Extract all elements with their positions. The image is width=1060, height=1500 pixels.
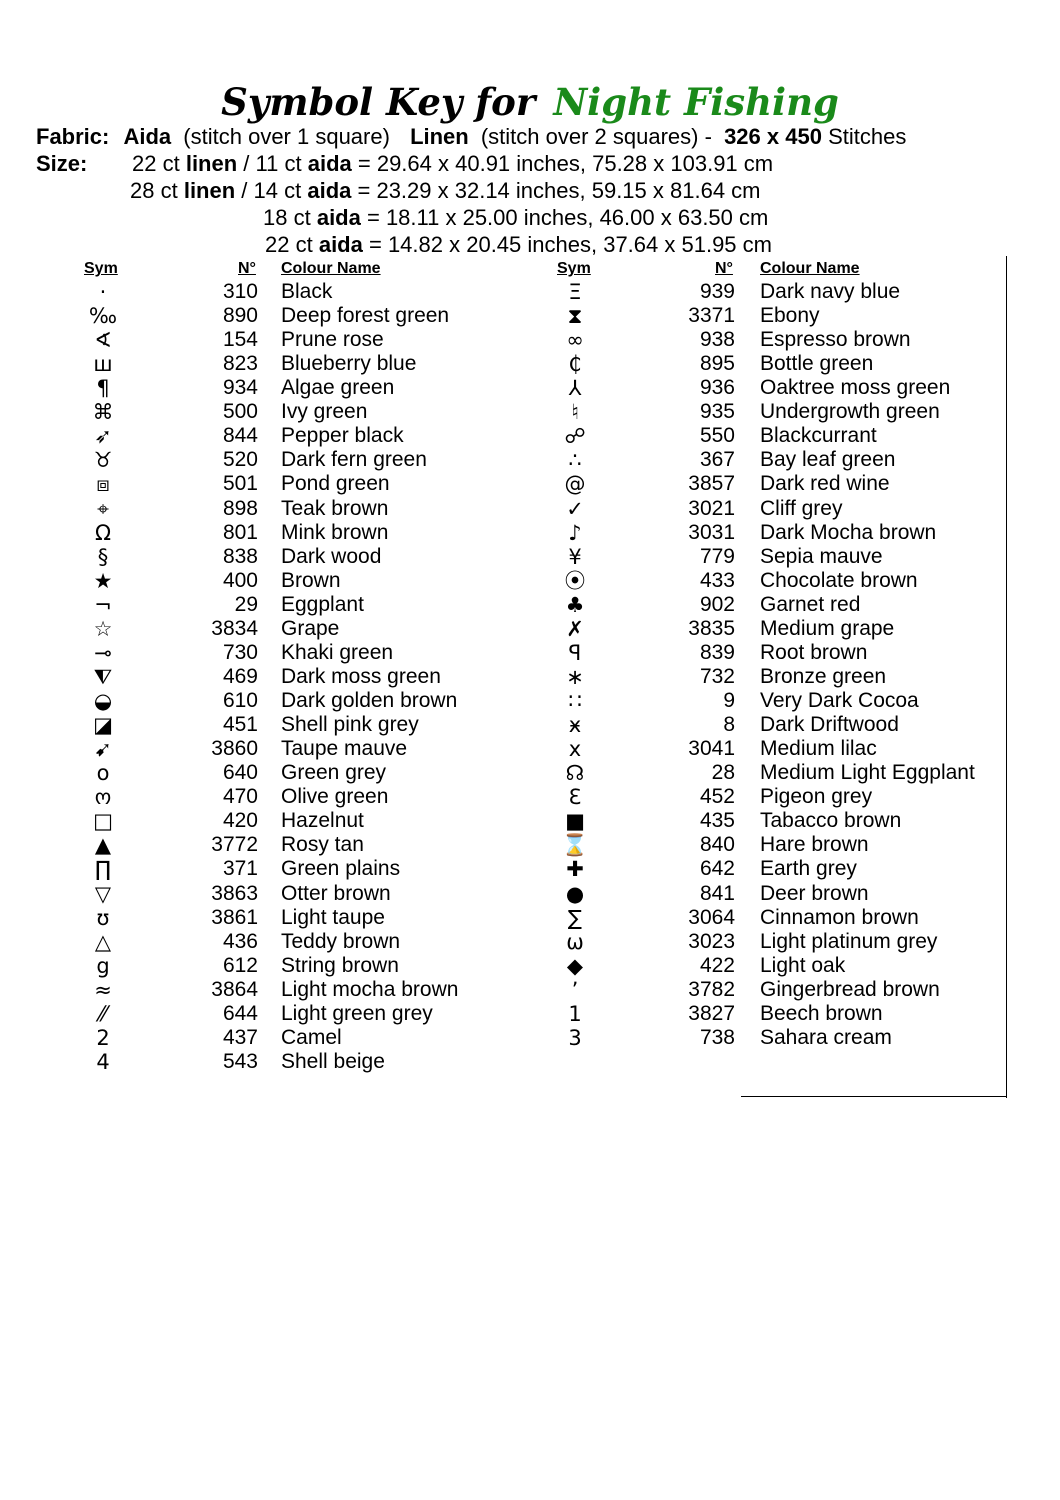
size-fabric-aida: aida: [316, 205, 361, 230]
stitch-symbol-icon: ꟼ: [568, 640, 582, 665]
stitch-symbol-icon: ⌛: [561, 833, 589, 858]
size-count: 18 ct: [263, 205, 311, 230]
thread-number: 437: [222, 1025, 258, 1049]
colour-name: Light mocha brown: [281, 977, 459, 1001]
thread-number: 543: [222, 1049, 258, 1073]
thread-number: 3835: [688, 616, 735, 640]
fabric-stitches: 326 x 450: [724, 124, 822, 149]
thread-number: 3021: [688, 496, 735, 520]
colour-name: Ivy green: [281, 400, 368, 424]
stitch-symbol-icon: ‰: [88, 304, 118, 329]
colour-name: Light green grey: [281, 1001, 433, 1025]
fabric-linen: Linen: [410, 124, 469, 149]
thread-number: 420: [222, 809, 258, 833]
stitch-symbol-icon: Ξ: [568, 280, 582, 304]
thread-number: 3772: [211, 833, 258, 857]
stitch-symbol-icon: △: [94, 929, 112, 954]
fabric-aida-note: (stitch over 1 square): [183, 124, 390, 149]
stitch-symbol-icon: ℇ: [568, 785, 582, 810]
colour-name: Cinnamon brown: [760, 905, 919, 929]
colour-name: Dark moss green: [281, 664, 441, 688]
stitch-symbol-icon: ӿ: [568, 713, 582, 738]
stitch-symbol-icon: ☊: [565, 761, 585, 786]
stitch-symbol-icon: ⧈: [96, 472, 110, 497]
thread-number: 895: [699, 352, 735, 376]
colour-name: Black: [281, 280, 333, 303]
stitch-symbol-icon: ¬: [94, 592, 112, 617]
thread-number: 469: [222, 664, 258, 688]
stitch-symbol-icon: ⦿: [564, 568, 586, 593]
thread-number: 898: [222, 496, 258, 520]
colour-name: Bottle green: [760, 352, 874, 376]
stitch-symbol-icon: ¥: [568, 544, 582, 569]
colour-name: Medium Light Eggplant: [760, 761, 975, 785]
stitch-symbol-icon: 3: [568, 1025, 582, 1050]
stitch-symbol-icon: ☆: [93, 616, 113, 641]
stitch-symbol-icon: ∏: [95, 857, 111, 882]
stitch-symbol-icon: ⊸: [94, 640, 112, 665]
thread-number: 436: [222, 929, 258, 953]
thread-number: 3864: [211, 977, 258, 1001]
colour-name: String brown: [281, 953, 399, 977]
colour-name: Dark fern green: [281, 448, 427, 472]
fabric-stitches-word: Stitches: [828, 124, 907, 149]
thread-number: 3031: [688, 520, 735, 544]
fabric-label: Fabric:: [36, 124, 110, 149]
thread-number: 8: [723, 713, 735, 737]
colour-name: Hare brown: [760, 833, 869, 857]
colour-name: Brown: [281, 568, 341, 592]
stitch-symbol-icon: x: [568, 737, 582, 762]
thread-number: 938: [699, 328, 735, 352]
stitch-symbol-icon: ≈: [94, 977, 112, 1002]
stitch-symbol-icon: ■: [565, 809, 585, 834]
thread-number: 939: [699, 280, 735, 303]
stitch-symbol-icon: Ω: [94, 520, 112, 545]
thread-number: 310: [222, 280, 258, 303]
stitch-symbol-icon: ◒: [93, 689, 113, 714]
thread-number: 732: [699, 664, 735, 688]
stitch-symbol-icon: ⁄⁄: [99, 1001, 107, 1026]
thread-number: 838: [222, 544, 258, 568]
thread-number: 935: [699, 400, 735, 424]
stitch-symbol-icon: ◆: [566, 953, 584, 978]
colour-name: Dark golden brown: [281, 689, 458, 713]
thread-number: 823: [222, 352, 258, 376]
colour-name: Olive green: [281, 785, 389, 809]
thread-number: 520: [222, 448, 258, 472]
colour-name: Pepper black: [281, 424, 404, 448]
thread-number: 3827: [688, 1001, 735, 1025]
header-colour-name-left: Colour Name: [281, 260, 381, 277]
colour-name: Teak brown: [281, 496, 389, 520]
colour-name: Dark Driftwood: [760, 713, 899, 737]
thread-number: 400: [222, 568, 258, 592]
colour-name: Rosy tan: [281, 833, 364, 857]
stitch-symbol-icon: ♮: [571, 400, 579, 425]
colour-name: Root brown: [760, 640, 868, 664]
colour-name: Ebony: [760, 304, 820, 328]
thread-number: 435: [699, 809, 735, 833]
thread-number: 844: [222, 424, 258, 448]
size-dimensions: = 14.82 x 20.45 inches, 37.64 x 51.95 cm: [368, 232, 772, 257]
stitch-symbol-icon: ш: [93, 352, 113, 377]
thread-number: 3371: [688, 304, 735, 328]
colour-name: Otter brown: [281, 881, 391, 905]
colour-name: Medium lilac: [760, 737, 877, 761]
colour-name: Pigeon grey: [760, 785, 873, 809]
stitch-symbol-icon: ω: [566, 929, 584, 954]
stitch-symbol-icon: ➶: [94, 424, 112, 449]
page-title: [0, 78, 1060, 126]
stitch-symbol-icon: ✗: [566, 616, 584, 641]
thread-number: 422: [699, 953, 735, 977]
thread-number: 779: [699, 544, 735, 568]
thread-number: 500: [222, 400, 258, 424]
bottom-border-line: [741, 1096, 1007, 1097]
size-count: 22 ct: [132, 151, 180, 176]
colour-name: Deep forest green: [281, 304, 450, 328]
stitch-symbol-icon: ∢: [94, 328, 112, 353]
title-prefix: Symbol Key for: [221, 80, 536, 124]
colour-name: Bronze green: [760, 664, 887, 688]
size-count-aida: / 14 ct: [241, 178, 302, 203]
thread-number: 3023: [688, 929, 735, 953]
thread-number: 3064: [688, 905, 735, 929]
stitch-symbol-icon: ∴: [568, 448, 582, 473]
stitch-symbol-icon: ٬: [571, 977, 579, 1002]
colour-name: Green grey: [281, 761, 387, 785]
stitch-symbol-icon: ♣: [565, 592, 585, 617]
thread-number: 29: [234, 592, 258, 616]
size-line: [265, 232, 772, 258]
colour-name: Undergrowth green: [760, 400, 940, 424]
title-pattern-name: Night Fishing: [553, 80, 839, 124]
colour-name: Medium grape: [760, 616, 895, 640]
size-count: 28 ct: [130, 178, 178, 203]
colour-name: Teddy brown: [281, 929, 401, 953]
thread-number: 451: [222, 713, 258, 737]
size-fabric-linen: linen: [183, 178, 236, 203]
colour-name: Grape: [281, 616, 340, 640]
thread-number: 367: [699, 448, 735, 472]
colour-name: Taupe mauve: [281, 737, 408, 761]
stitch-symbol-icon: o: [96, 761, 110, 786]
colour-name: Shell beige: [281, 1049, 385, 1073]
stitch-symbol-icon: ☍: [564, 424, 586, 449]
colour-name: Tabacco brown: [760, 809, 902, 833]
size-label: Size:: [36, 151, 88, 176]
header-num-left: N°: [238, 260, 256, 277]
header-sym-left: Sym: [84, 260, 118, 277]
size-count: 22 ct: [265, 232, 313, 257]
fabric-line: [36, 124, 906, 150]
stitch-symbol-icon: ▽: [94, 881, 112, 906]
header-num-right: N°: [715, 260, 733, 277]
stitch-symbol-icon: ➹: [94, 737, 112, 762]
thread-number: 3041: [688, 737, 735, 761]
stitch-symbol-icon: g: [96, 953, 110, 978]
stitch-symbol-icon: 4: [96, 1049, 110, 1074]
stitch-symbol-icon: §: [97, 544, 109, 569]
colour-name: Sahara cream: [760, 1025, 892, 1049]
colour-name: Blackcurrant: [760, 424, 877, 448]
stitch-symbol-icon: ¶: [96, 376, 110, 401]
colour-name: Very Dark Cocoa: [760, 689, 919, 713]
colour-name: Earth grey: [760, 857, 857, 881]
stitch-symbol-icon: ⅄: [568, 376, 582, 401]
thread-number: 644: [222, 1001, 258, 1025]
colour-name: Chocolate brown: [760, 568, 918, 592]
colour-name: Prune rose: [281, 328, 384, 352]
thread-number: 839: [699, 640, 735, 664]
size-dimensions: = 18.11 x 25.00 inches, 46.00 x 63.50 cm: [366, 205, 769, 230]
thread-number: 154: [222, 328, 258, 352]
size-count-aida: / 11 ct: [243, 151, 302, 176]
thread-number: 3863: [211, 881, 258, 905]
stitch-symbol-icon: ∗: [566, 664, 584, 689]
colour-name: Dark wood: [281, 544, 382, 568]
thread-number: 452: [699, 785, 735, 809]
stitch-symbol-icon: ✚: [566, 857, 584, 882]
stitch-symbol-icon: 1: [568, 1001, 582, 1026]
colour-name: Mink brown: [281, 520, 389, 544]
colour-name: Bay leaf green: [760, 448, 896, 472]
size-line: [132, 151, 773, 177]
thread-number: 470: [222, 785, 258, 809]
colour-name: Cliff grey: [760, 496, 843, 520]
stitch-symbol-icon: ∞: [566, 328, 584, 353]
thread-number: 3860: [211, 737, 258, 761]
thread-number: 3861: [211, 905, 258, 929]
colour-name: Gingerbread brown: [760, 977, 940, 1001]
colour-name: Dark Mocha brown: [760, 520, 937, 544]
thread-number: 9: [723, 689, 735, 713]
stitch-symbol-icon: ∑: [567, 905, 583, 930]
colour-name: Eggplant: [281, 592, 364, 616]
colour-name: Camel: [281, 1025, 342, 1049]
stitch-symbol-icon: ▲: [94, 833, 112, 858]
thread-number: 642: [699, 857, 735, 881]
thread-number: 610: [222, 689, 258, 713]
size-fabric-aida: aida: [307, 151, 352, 176]
thread-number: 902: [699, 592, 735, 616]
colour-name: Dark navy blue: [760, 280, 901, 303]
thread-number: 738: [699, 1025, 735, 1049]
thread-number: 28: [711, 761, 735, 785]
thread-number: 936: [699, 376, 735, 400]
fabric-aida: Aida: [123, 124, 172, 149]
thread-number: 841: [699, 881, 735, 905]
colour-name: Beech brown: [760, 1001, 883, 1025]
thread-number: 640: [222, 761, 258, 785]
colour-name: Dark red wine: [760, 472, 890, 496]
colour-name: Pond green: [281, 472, 390, 496]
stitch-symbol-icon: ⧨: [93, 664, 113, 689]
stitch-symbol-icon: @: [564, 472, 586, 497]
stitch-symbol-icon: ⌘: [92, 400, 114, 425]
thread-number: 433: [699, 568, 735, 592]
stitch-symbol-icon: ·: [99, 280, 107, 304]
thread-number: 371: [222, 857, 258, 881]
colour-name: Espresso brown: [760, 328, 911, 352]
header-sym-right: Sym: [557, 260, 591, 277]
size-fabric-aida: aida: [307, 178, 352, 203]
thread-number: 550: [699, 424, 735, 448]
fabric-linen-note: (stitch over 2 squares) -: [480, 124, 712, 149]
thread-number: 3782: [688, 977, 735, 1001]
colour-name: Deer brown: [760, 881, 869, 905]
colour-name: Light oak: [760, 953, 846, 977]
thread-number: 501: [222, 472, 258, 496]
stitch-symbol-icon: ♪: [568, 520, 582, 545]
colour-name: Sepia mauve: [760, 544, 883, 568]
colour-name: Shell pink grey: [281, 713, 419, 737]
size-fabric-linen: linen: [185, 151, 238, 176]
stitch-symbol-icon: ●: [565, 881, 585, 906]
colour-name: Light taupe: [281, 905, 385, 929]
thread-number: 934: [222, 376, 258, 400]
thread-number: 3834: [211, 616, 258, 640]
stitch-symbol-icon: ★: [93, 568, 113, 593]
header-colour-name-right: Colour Name: [760, 260, 860, 277]
colour-name: Algae green: [281, 376, 395, 400]
stitch-symbol-icon: ✓: [566, 496, 584, 521]
thread-number: 3857: [688, 472, 735, 496]
stitch-symbol-icon: ◪: [93, 713, 113, 738]
stitch-symbol-icon: ∷: [568, 689, 582, 714]
right-border-line: [1006, 256, 1007, 1098]
stitch-symbol-icon: ʊ: [96, 905, 110, 930]
colour-name: Oaktree moss green: [760, 376, 951, 400]
stitch-symbol-icon: □: [93, 809, 113, 834]
size-line: [263, 205, 768, 231]
colour-name: Blueberry blue: [281, 352, 417, 376]
thread-number: 890: [222, 304, 258, 328]
size-fabric-aida: aida: [318, 232, 363, 257]
thread-number: 612: [222, 953, 258, 977]
stitch-symbol-icon: ₵: [568, 352, 582, 377]
colour-name: Khaki green: [281, 640, 394, 664]
thread-number: 801: [222, 520, 258, 544]
stitch-symbol-icon: ♉: [93, 448, 113, 473]
colour-name: Light platinum grey: [760, 929, 938, 953]
colour-name: Green plains: [281, 857, 401, 881]
stitch-symbol-icon: ო: [94, 785, 112, 810]
thread-number: 730: [222, 640, 258, 664]
thread-number: 840: [699, 833, 735, 857]
stitch-symbol-icon: 2: [96, 1025, 110, 1050]
stitch-symbol-icon: ⌖: [97, 496, 109, 521]
colour-name: Garnet red: [760, 592, 861, 616]
size-dimensions: = 23.29 x 32.14 inches, 59.15 x 81.64 cm: [357, 178, 761, 203]
size-dimensions: = 29.64 x 40.91 inches, 75.28 x 103.91 cm: [357, 151, 774, 176]
colour-name: Hazelnut: [281, 809, 364, 833]
stitch-symbol-icon: ⧗: [567, 304, 583, 329]
size-line: [130, 178, 761, 204]
